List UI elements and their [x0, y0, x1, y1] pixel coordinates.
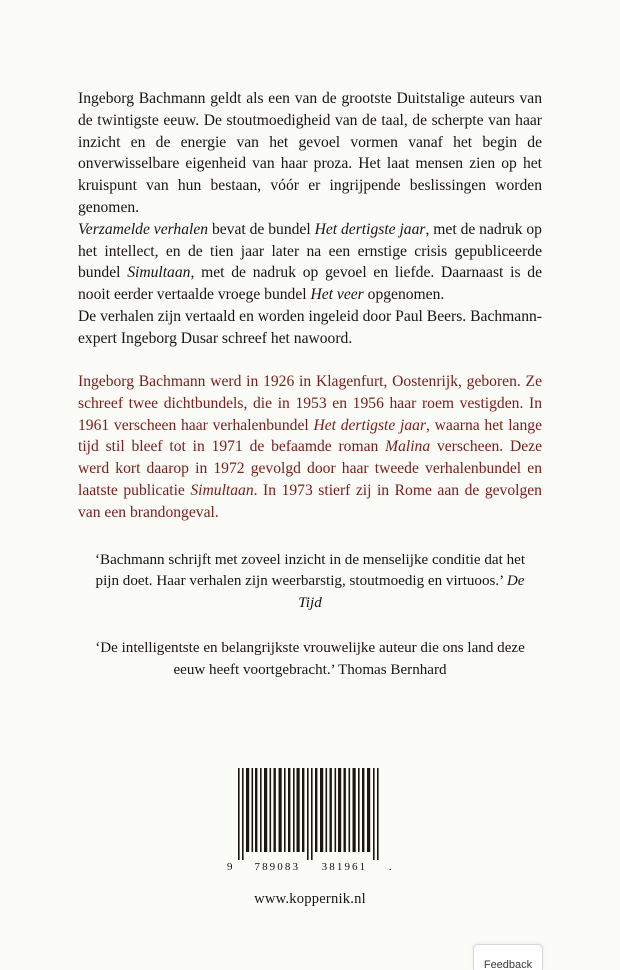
description-text-2a: bevat de bundel: [208, 221, 315, 238]
barcode-trailing-mark: .: [389, 861, 394, 873]
quote-text: ‘De intelligentste en belangrijkste vrouwelijke auteur die ons land deze eeuw heeft voortgebracht.’: [95, 640, 525, 678]
bio-title-simultaan: Simultaan: [190, 482, 253, 499]
bio-title-het-dertigste-jaar: Het dertigste jaar: [313, 417, 426, 434]
quote-source: Thomas Bernhard: [338, 662, 447, 678]
description-text-2b: , met de nadruk op het intellect, en de tien jaar later na een ernstige crisis gepubliceerde bundel: [78, 221, 542, 282]
biography-paragraph: [78, 371, 542, 524]
description-text-2c: , met de nadruk op gevoel en liefde. Daarnaast is de nooit eerder vertaalde vroege bundel: [78, 264, 542, 303]
publisher-url: www.koppernik.nl: [254, 891, 366, 908]
barcode-right-group: 381961: [322, 861, 368, 873]
description-text-2d: opgenomen.: [364, 286, 445, 303]
biography-text-1: Ingeborg Bachmann werd in 1926 in Klagenfurt, Oostenrijk, geboren. Ze schreef twee dichtbundels, die in 1953 en 1956 haar roem vestigden. In 1961 verscheen haar verhalenbundel: [78, 373, 542, 434]
title-simultaan: Simultaan: [127, 264, 190, 281]
biography-text-4: . In 1973 stierf zij in Rome aan de gevolgen van een brandongeval.: [78, 482, 542, 521]
description-paragraph-1: Ingeborg Bachmann geldt als een van de grootste Duitstalige auteurs van de twintigste eeuw. De stoutmoedigheid van de taal, de scherpte van haar inzicht en de energie van het gevoel vormen vanaf het begin de onverwisselbare eigenheid van haar proza. Het laat mensen zien op het kruispunt van hun bestaan, vóór er ingrijpende beslissingen worden genomen.: [78, 88, 542, 219]
feedback-button-label: Feedback: [484, 952, 532, 970]
review-quotes: [78, 550, 542, 682]
title-verzamelde-verhalen: Verzamelde verhalen: [78, 221, 208, 238]
cover-text-content: [78, 88, 542, 682]
review-quote: [78, 638, 542, 681]
author-biography: [78, 371, 542, 524]
feedback-button[interactable]: [473, 944, 543, 970]
bio-title-malina: Malina: [385, 438, 430, 455]
quote-text: ‘Bachmann schrijft met zoveel inzicht in de menselijke conditie dat het pijn doet. Haar verhalen zijn weerbarstig, stoutmoedig en virtuoos.’: [95, 552, 525, 590]
title-het-veer: Het veer: [311, 286, 364, 303]
title-het-dertigste-jaar: Het dertigste jaar: [315, 221, 426, 238]
isbn-barcode: [234, 768, 386, 860]
review-quote: [78, 550, 542, 615]
barcode-lead-digit: 9: [226, 861, 233, 873]
biography-text-3: verscheen. Deze werd kort daarop in 1972 gevolgd door haar tweede verhalenbundel en laatste publicatie: [78, 438, 542, 499]
description-paragraph-2: [78, 219, 542, 306]
barcode-left-group: 789083: [254, 861, 300, 873]
description-paragraph-3: De verhalen zijn vertaald en worden ingeleid door Paul Beers. Bachmann-expert Ingeborg Dusar schreef het nawoord.: [78, 306, 542, 350]
book-description: [78, 88, 542, 350]
biography-text-2: , waarna het lange tijd stil bleef tot in 1971 de befaamde roman: [78, 417, 542, 456]
quote-source: De Tijd: [298, 573, 524, 611]
barcode-section: [0, 768, 620, 908]
barcode-digits: [226, 861, 394, 873]
